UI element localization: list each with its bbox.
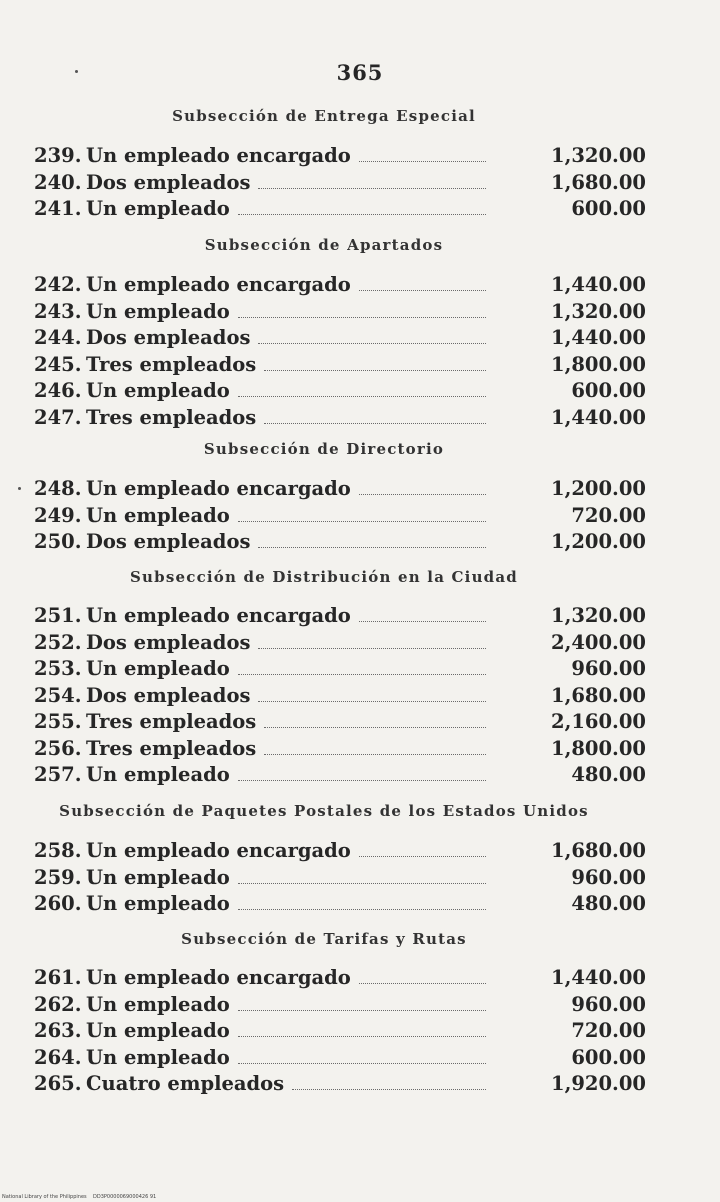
scan-footer <box>2 1194 156 1200</box>
section-heading: Subsección de Entrega Especial <box>172 107 476 125</box>
dot-leader <box>292 1089 486 1090</box>
item-amount: 960.00 <box>571 657 646 680</box>
dot-leader <box>264 370 486 371</box>
item-amount: 1,320.00 <box>551 604 646 627</box>
page-number: 365 <box>336 60 384 85</box>
dot-leader <box>238 1036 486 1037</box>
budget-line-item <box>34 273 646 299</box>
item-amount: 480.00 <box>571 763 646 786</box>
item-number: 259. <box>34 866 82 889</box>
budget-line-item <box>34 657 646 683</box>
item-amount: 480.00 <box>571 892 646 915</box>
item-description: Tres empleados <box>86 353 257 376</box>
item-description: Un empleado <box>86 197 230 220</box>
dot-leader <box>238 1063 486 1064</box>
item-number: 247. <box>34 406 82 429</box>
budget-line-item <box>34 144 646 170</box>
footer-code: DD3P0000069000426 91 <box>93 1194 157 1200</box>
item-description: Dos empleados <box>86 631 251 654</box>
budget-line-item <box>34 631 646 657</box>
dot-leader <box>258 343 486 344</box>
item-number: 244. <box>34 326 82 349</box>
item-description: Tres empleados <box>86 406 257 429</box>
dot-leader <box>238 1010 486 1011</box>
item-number: 265. <box>34 1072 82 1095</box>
item-number: 256. <box>34 737 82 760</box>
item-amount: 720.00 <box>571 504 646 527</box>
budget-line-item <box>34 866 646 892</box>
item-number: 242. <box>34 273 82 296</box>
section-heading: Subsección de Paquetes Postales de los Estados Unidos <box>59 802 589 820</box>
item-amount: 1,800.00 <box>551 737 646 760</box>
item-description: Un empleado encargado <box>86 966 351 989</box>
item-amount: 1,800.00 <box>551 353 646 376</box>
dot-leader <box>264 727 486 728</box>
section-heading: Subsección de Tarifas y Rutas <box>181 930 467 948</box>
item-number: 253. <box>34 657 82 680</box>
item-number: 251. <box>34 604 82 627</box>
dot-leader <box>359 856 486 857</box>
item-amount: 600.00 <box>571 1046 646 1069</box>
item-amount: 1,440.00 <box>551 326 646 349</box>
item-amount: 1,920.00 <box>551 1072 646 1095</box>
item-amount: 1,680.00 <box>551 839 646 862</box>
item-description: Un empleado <box>86 657 230 680</box>
item-description: Un empleado encargado <box>86 273 351 296</box>
dot-leader <box>258 648 486 649</box>
item-number: 250. <box>34 530 82 553</box>
dot-leader <box>258 701 486 702</box>
item-number: 246. <box>34 379 82 402</box>
item-amount: 1,200.00 <box>551 477 646 500</box>
budget-line-item <box>34 684 646 710</box>
item-amount: 2,160.00 <box>551 710 646 733</box>
dot-leader <box>238 317 486 318</box>
item-description: Un empleado <box>86 1019 230 1042</box>
item-number: 239. <box>34 144 82 167</box>
item-number: 245. <box>34 353 82 376</box>
dot-leader <box>359 621 486 622</box>
item-amount: 1,440.00 <box>551 966 646 989</box>
item-amount: 960.00 <box>571 866 646 889</box>
budget-line-item <box>34 197 646 223</box>
section-heading: Subsección de Apartados <box>204 236 444 254</box>
dot-leader <box>359 290 486 291</box>
section-heading: Subsección de Distribución en la Ciudad <box>130 568 518 586</box>
item-description: Dos empleados <box>86 684 251 707</box>
budget-line-item <box>34 300 646 326</box>
item-amount: 1,320.00 <box>551 300 646 323</box>
dot-leader <box>264 423 486 424</box>
item-number: 264. <box>34 1046 82 1069</box>
dot-leader <box>359 494 486 495</box>
item-number: 254. <box>34 684 82 707</box>
item-amount: 720.00 <box>571 1019 646 1042</box>
dot-leader <box>258 547 486 548</box>
budget-line-item <box>34 737 646 763</box>
section-heading: Subsección de Directorio <box>203 440 445 458</box>
dot-leader <box>359 161 486 162</box>
item-number: 260. <box>34 892 82 915</box>
item-number: 255. <box>34 710 82 733</box>
item-description: Un empleado encargado <box>86 144 351 167</box>
dot-leader <box>238 909 486 910</box>
item-description: Un empleado <box>86 866 230 889</box>
item-amount: 600.00 <box>571 379 646 402</box>
item-description: Un empleado <box>86 892 230 915</box>
item-amount: 2,400.00 <box>551 631 646 654</box>
item-number: 258. <box>34 839 82 862</box>
item-description: Un empleado <box>86 1046 230 1069</box>
dot-leader <box>238 521 486 522</box>
item-number: 257. <box>34 763 82 786</box>
item-description: Un empleado encargado <box>86 839 351 862</box>
budget-line-item <box>34 171 646 197</box>
item-number: 261. <box>34 966 82 989</box>
item-amount: 1,320.00 <box>551 144 646 167</box>
item-number: 249. <box>34 504 82 527</box>
item-description: Un empleado <box>86 993 230 1016</box>
budget-line-item <box>34 839 646 865</box>
item-description: Dos empleados <box>86 530 251 553</box>
item-number: 241. <box>34 197 82 220</box>
item-amount: 960.00 <box>571 993 646 1016</box>
item-description: Un empleado <box>86 504 230 527</box>
budget-line-item <box>34 763 646 789</box>
dot-leader <box>238 214 486 215</box>
item-number: 262. <box>34 993 82 1016</box>
budget-line-item <box>34 406 646 432</box>
item-number: 263. <box>34 1019 82 1042</box>
dot-leader <box>238 674 486 675</box>
dot-leader <box>238 396 486 397</box>
item-description: Tres empleados <box>86 737 257 760</box>
item-amount: 1,200.00 <box>551 530 646 553</box>
budget-line-item <box>34 966 646 992</box>
budget-line-item <box>34 892 646 918</box>
budget-line-item <box>34 1046 646 1072</box>
budget-line-item <box>34 326 646 352</box>
budget-line-item <box>34 379 646 405</box>
budget-line-item <box>34 477 646 503</box>
item-amount: 1,680.00 <box>551 171 646 194</box>
budget-line-item <box>34 353 646 379</box>
item-description: Dos empleados <box>86 171 251 194</box>
item-amount: 600.00 <box>571 197 646 220</box>
item-number: 243. <box>34 300 82 323</box>
dot-leader <box>264 754 486 755</box>
budget-line-item <box>34 993 646 1019</box>
budget-line-item <box>34 1072 646 1098</box>
item-description: Tres empleados <box>86 710 257 733</box>
dot-leader <box>258 188 486 189</box>
item-amount: 1,440.00 <box>551 273 646 296</box>
item-description: Un empleado encargado <box>86 604 351 627</box>
item-number: 248. <box>34 477 82 500</box>
item-number: 240. <box>34 171 82 194</box>
budget-line-item <box>34 504 646 530</box>
budget-line-item <box>34 710 646 736</box>
item-description: Dos empleados <box>86 326 251 349</box>
item-amount: 1,440.00 <box>551 406 646 429</box>
item-description: Un empleado <box>86 763 230 786</box>
dot-leader <box>238 780 486 781</box>
item-description: Un empleado encargado <box>86 477 351 500</box>
speck-mark <box>18 487 21 490</box>
item-description: Un empleado <box>86 379 230 402</box>
footer-library: National Library of the Philippines <box>2 1194 87 1200</box>
item-number: 252. <box>34 631 82 654</box>
dot-leader <box>359 983 486 984</box>
item-description: Cuatro empleados <box>86 1072 285 1095</box>
dot-leader <box>238 883 486 884</box>
budget-line-item <box>34 604 646 630</box>
item-description: Un empleado <box>86 300 230 323</box>
budget-line-item <box>34 530 646 556</box>
budget-line-item <box>34 1019 646 1045</box>
item-amount: 1,680.00 <box>551 684 646 707</box>
